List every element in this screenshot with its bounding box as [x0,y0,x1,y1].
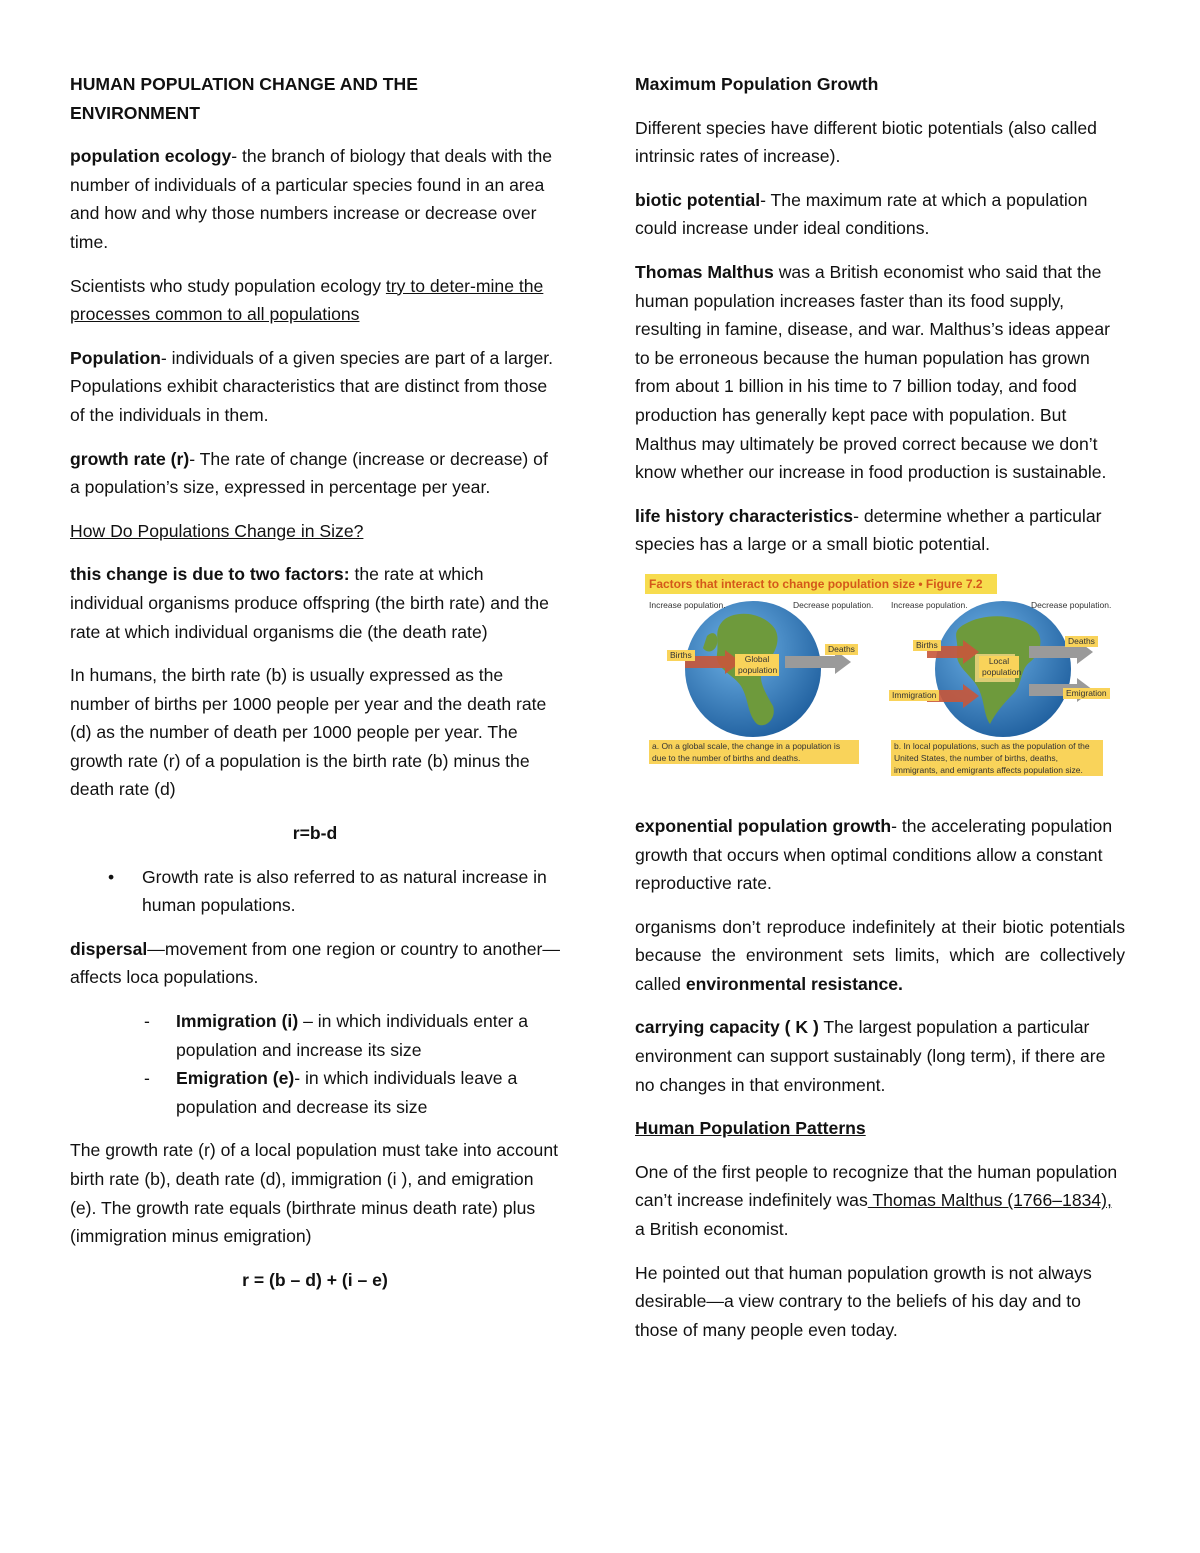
emigration-item: - Emigration (e)- in which individuals leave a population and decrease its size [70,1064,560,1121]
b-immigration-label: Immigration [889,690,939,701]
b-decrease-label: Decrease population. [1031,599,1112,610]
growth-rate-term: growth rate (r) [70,448,190,469]
immigration-term: Immigration (i) [176,1011,299,1032]
formula-r-b-d: r=b-d [292,823,338,844]
malthus-term: Thomas Malthus [635,261,774,282]
scientists-underlined: try to deter-mine the processes common to all populations [70,275,544,325]
b-center-label: Local population [979,656,1019,678]
biotic-potential-term: biotic potential [635,189,761,210]
population-term: Population [70,347,161,368]
bullet-text: Growth rate is also referred to as natural increase in human populations. [142,866,547,916]
exponential-growth-paragraph: exponential population growth- the accelerating population growth that occurs when optimal conditions allow a constant reproductive rate. [635,815,1113,894]
population-ecology-paragraph: population ecology- the branch of biology that deals with the number of individuals of a particular species found in an area and how and why those numbers increase or decrease over time. [70,146,553,252]
immigration-item: - Immigration (i) – in which individuals enter a population and increase its size [70,1007,560,1064]
how-populations-change-heading: How Do Populations Change in Size? [70,520,364,541]
population-paragraph: Population- individuals of a given species are part of a larger. Populations exhibit characteristics that are distinct from those of the individuals in them. [70,347,554,425]
bullet-item [70,863,560,920]
change-factors-paragraph: this change is due to two factors: the rate at which individual organisms produce offspring (the birth rate) and the rate at which individual organisms die (the death rate) [70,564,549,642]
population-ecology-term: population ecology [70,146,232,167]
malthus-paragraph: Thomas Malthus was a British economist who said that the human population increases faster than its food supply, resulting in famine, disease, and war. Malthus’s ideas appear to be erroneous because the human population has grown from about 1 billion in his time to 7 billion today, and food production has generally kept pace with population. But Malthus may ultimately be proved correct because we don’t know whether our increase in food production is sustainable. [635,261,1110,483]
exponential-growth-term: exponential population growth [635,815,892,836]
dispersal-list [70,1007,560,1121]
figure-title: Factors that interact to change population size • Figure 7.2 [645,574,997,594]
growth-rate-paragraph: growth rate (r)- The rate of change (increase or decrease) of a population’s size, expressed in percentage per year. [70,448,548,498]
dash-mark: - [144,1011,150,1032]
left-column [70,70,560,1309]
a-caption: a. On a global scale, the change in a population is due to the number of births and deaths. [649,740,859,764]
environmental-resistance-term: environmental resistance. [685,973,903,994]
scientists-paragraph: Scientists who study population ecology try to deter-mine the processes common to all populations [70,275,544,325]
dash-mark: - [144,1068,150,1089]
human-patterns-heading: Human Population Patterns [635,1118,866,1139]
b-caption: b. In local populations, such as the population of the United States, the number of births, deaths, immigrants, and emigrants affects population size. [891,740,1103,776]
b-increase-label: Increase population. [891,599,968,610]
different-species-paragraph: Different species have different biotic potentials (also called intrinsic rates of increase). [635,117,1097,167]
dispersal-paragraph: dispersal—movement from one region or country to another— affects loca populations. [70,938,560,988]
life-history-term: life history characteristics [635,505,854,526]
emigration-term: Emigration (e) [176,1068,295,1089]
change-factors-term: this change is due to two factors: [70,564,355,585]
malthus-underlined: Thomas Malthus (1766–1834), [867,1190,1112,1211]
pointed-out-paragraph: He pointed out that human population growth is not always desirable—a view contrary to the beliefs of his day and to those of many people even today. [635,1262,1092,1340]
organisms-paragraph: organisms don’t reproduce indefinitely at their biotic potentials because the environment sets limits, which are collectively called environmental resistance. [635,916,1125,994]
life-history-paragraph: life history characteristics- determine whether a particular species has a large or a small biotic potential. [635,505,1102,555]
a-increase-label: Increase population. [649,599,726,610]
document-title: HUMAN POPULATION CHANGE AND THE ENVIRONMENT [70,74,418,123]
a-deaths-label: Deaths [825,644,858,655]
b-births-label: Births [913,640,941,651]
b-deaths-label: Deaths [1065,636,1098,647]
dispersal-term: dispersal [70,938,148,959]
biotic-potential-paragraph: biotic potential- The maximum rate at which a population could increase under ideal conditions. [635,189,1088,239]
a-center-label: Global population [735,654,779,676]
figure-7-2 [645,574,1112,782]
formula-full: r = (b – d) + (i – e) [242,1269,388,1290]
b-emigration-label: Emigration [1063,688,1110,699]
a-decrease-label: Decrease population. [793,599,874,610]
a-births-label: Births [667,650,695,661]
humans-birth-rate-paragraph: In humans, the birth rate (b) is usually expressed as the number of births per 1000 people per year and the death rate (d) as the number of death per 1000 people per year. The growth rate (r) of a population is the birth rate (b) minus the death rate (d) [70,665,547,800]
bullet-mark: • [108,866,115,887]
carrying-capacity-paragraph: carrying capacity ( K ) The largest population a particular environment can support sustainably (long term), if there are no changes in that environment. [635,1017,1106,1095]
right-column [635,70,1125,1359]
carrying-capacity-term: carrying capacity ( K ) [635,1017,819,1038]
max-growth-heading: Maximum Population Growth [635,74,879,94]
first-people-paragraph: One of the first people to recognize that the human population can’t increase indefinitely was Thomas Malthus (1766–1834), a British economist. [635,1161,1118,1240]
local-growth-paragraph: The growth rate (r) of a local population must take into account birth rate (b), death rate (d), immigration (i ), and emigration (e). The growth rate equals (birthrate minus death rate) plus (immigration minus emigration) [70,1140,558,1247]
